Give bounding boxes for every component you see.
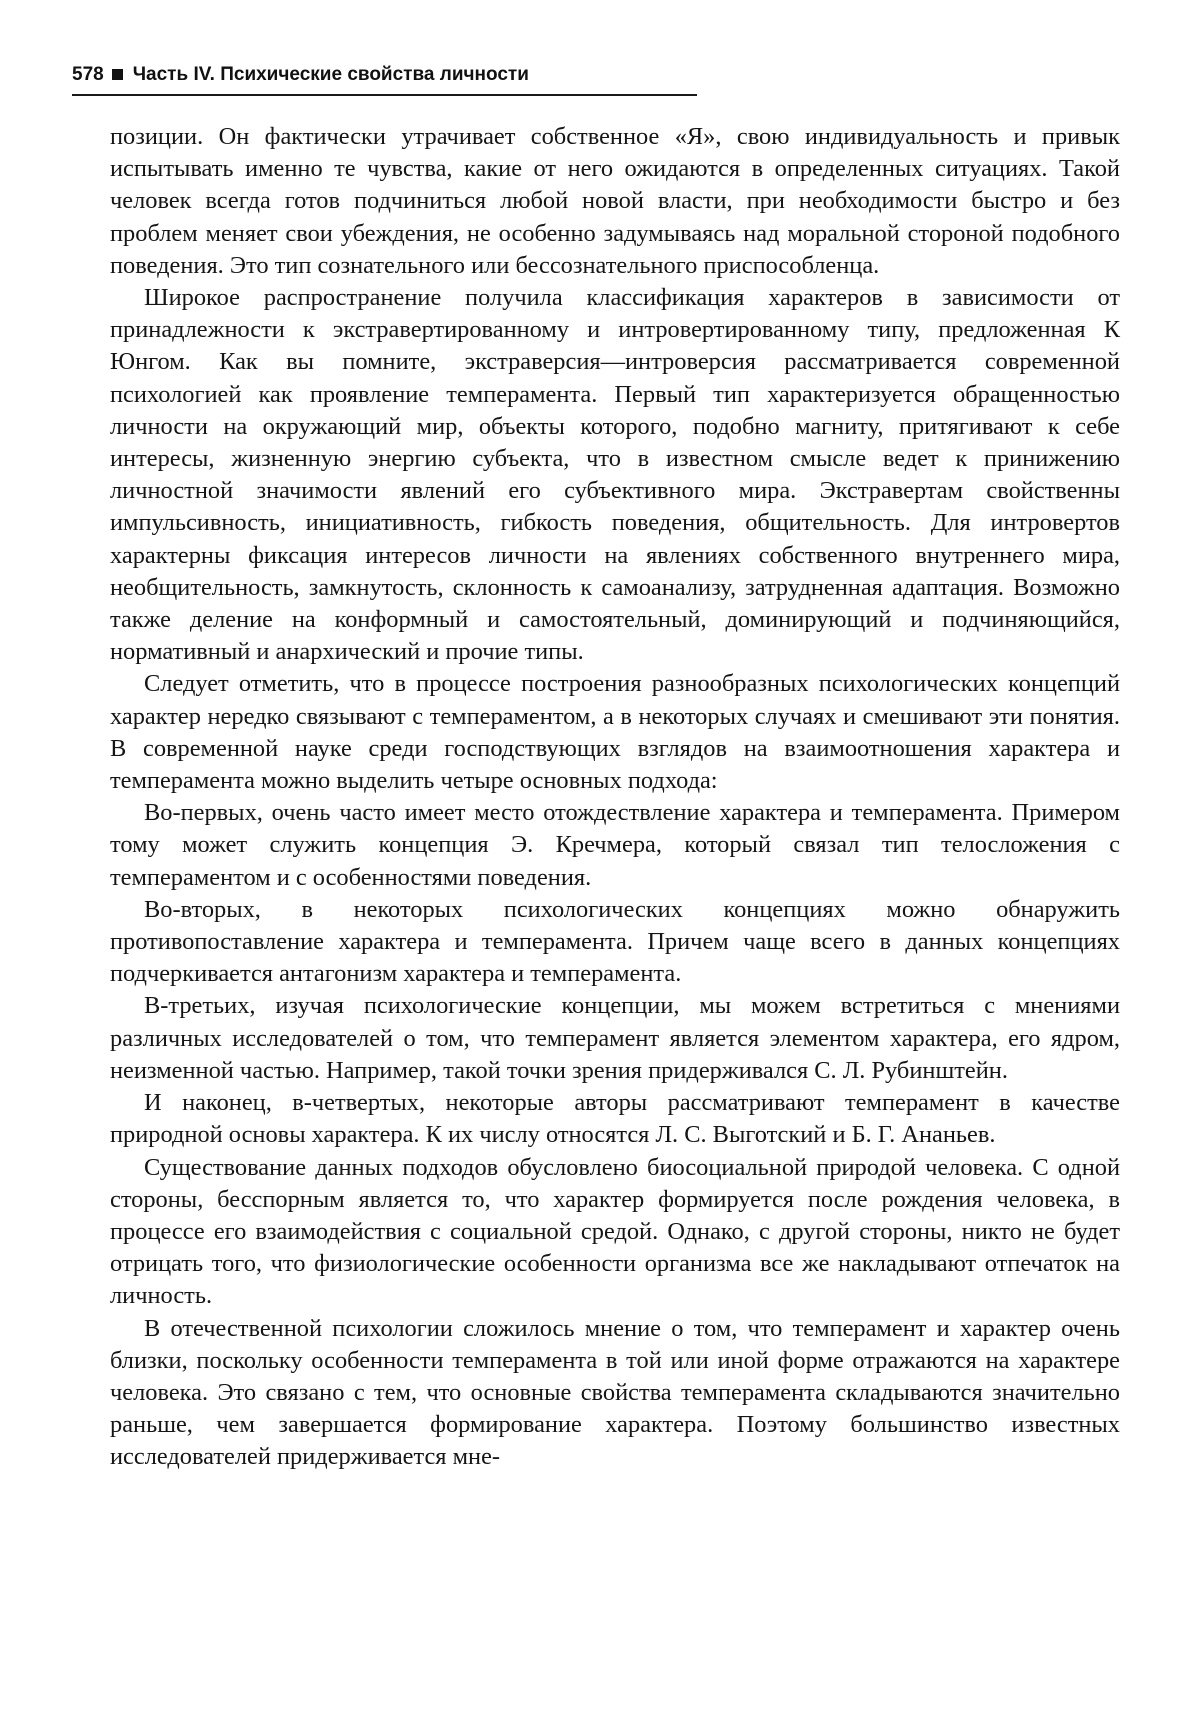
- paragraph: Во-первых, очень часто имеет место отождествление характера и темперамента. Примером тому может служить концепция Э. Кречмера, который связал тип телосложения с темпераментом и с особенностями поведения.: [110, 799, 1120, 891]
- paragraph: Существование данных подходов обусловлено биосоциальной природой человека. С одной стороны, бесспорным является то, что характер формируется после рождения человека, в процессе его взаимодействия с социальной средой. Однако, с другой стороны, никто не будет отрицать того, что физиологические особенности организма все же накладывают отпечаток на личность.: [110, 1153, 1120, 1310]
- body-text: [110, 121, 1120, 1474]
- paragraph: Во-вторых, в некоторых психологических концепциях можно обнаружить противопоставление характера и темперамента. Причем чаще всего в данных концепциях подчеркивается антагонизм характера и темперамента.: [110, 895, 1120, 988]
- paragraph: В-третьих, изучая психологические концепции, мы можем встретиться с мнениями различных исследователей о том, что темперамент является элементом характера, его ядром, неизменной частью. Например, такой точки зрения придерживался С. Л. Рубинштейн.: [110, 992, 1120, 1084]
- running-header: [72, 58, 697, 96]
- paragraph: Широкое распространение получила классификация характеров в зависимости от принадлежности к экстравертированному и интровертированному типу, предложенная К Юнгом. Как вы помните, экстраверсия—интроверсия рассматривается современной психологией как проявление темперамента. Первый тип характеризуется обращенностью личности на окружающий мир, объекты которого, подобно магниту, притягивают к себе интересы, жизненную энергию субъекта, что в известном смысле ведет к принижению личностной значимости явлений его субъективного мира. Экстравертам свойственны импульсивность, инициативность, гибкость поведения, общительность. Для интровертов характерны фиксация интересов личности на явлениях собственного внутреннего мира, необщительность, замкнутость, склонность к самоанализу, затрудненная адаптация. Возможно также деление на конформный и самостоятельный, доминирующий и подчиняющийся, нормативный и анархический и прочие типы.: [110, 284, 1120, 666]
- paragraph: В отечественной психологии сложилось мнение о том, что темперамент и характер очень близки, поскольку особенности темперамента в той или иной форме отражаются на характере человека. Это связано с тем, что основные свойства темперамента складываются значительно раньше, чем завершается формирование характера. Поэтому большинство известных исследователей придерживается мне-: [110, 1314, 1120, 1471]
- black-square-bullet-icon: [112, 69, 123, 80]
- page-number: 578: [72, 64, 104, 85]
- paragraph: Следует отметить, что в процессе построения разнообразных психологических концепций характер нередко связывают с темпераментом, а в некоторых случаях и смешивают эти понятия. В современной науке среди господствующих взглядов на взаимоотношения характера и темперамента можно выделить четыре основных подхода:: [110, 670, 1120, 795]
- paragraph: И наконец, в-четвертых, некоторые авторы рассматривают темперамент в качестве природной основы характера. К их числу относятся Л. С. Выготский и Б. Г. Ананьев.: [110, 1089, 1120, 1149]
- paragraph: позиции. Он фактически утрачивает собственное «Я», свою индивидуальность и привык испытывать именно те чувства, какие от него ожидаются в определенных ситуациях. Такой человек всегда готов подчиниться любой новой власти, при необходимости быстро и без проблем меняет свои убеждения, не особенно задумываясь над моральной стороной подобного поведения. Это тип сознательного или бессознательного приспособленца.: [110, 123, 1120, 279]
- chapter-title: Часть IV. Психические свойства личности: [132, 64, 529, 85]
